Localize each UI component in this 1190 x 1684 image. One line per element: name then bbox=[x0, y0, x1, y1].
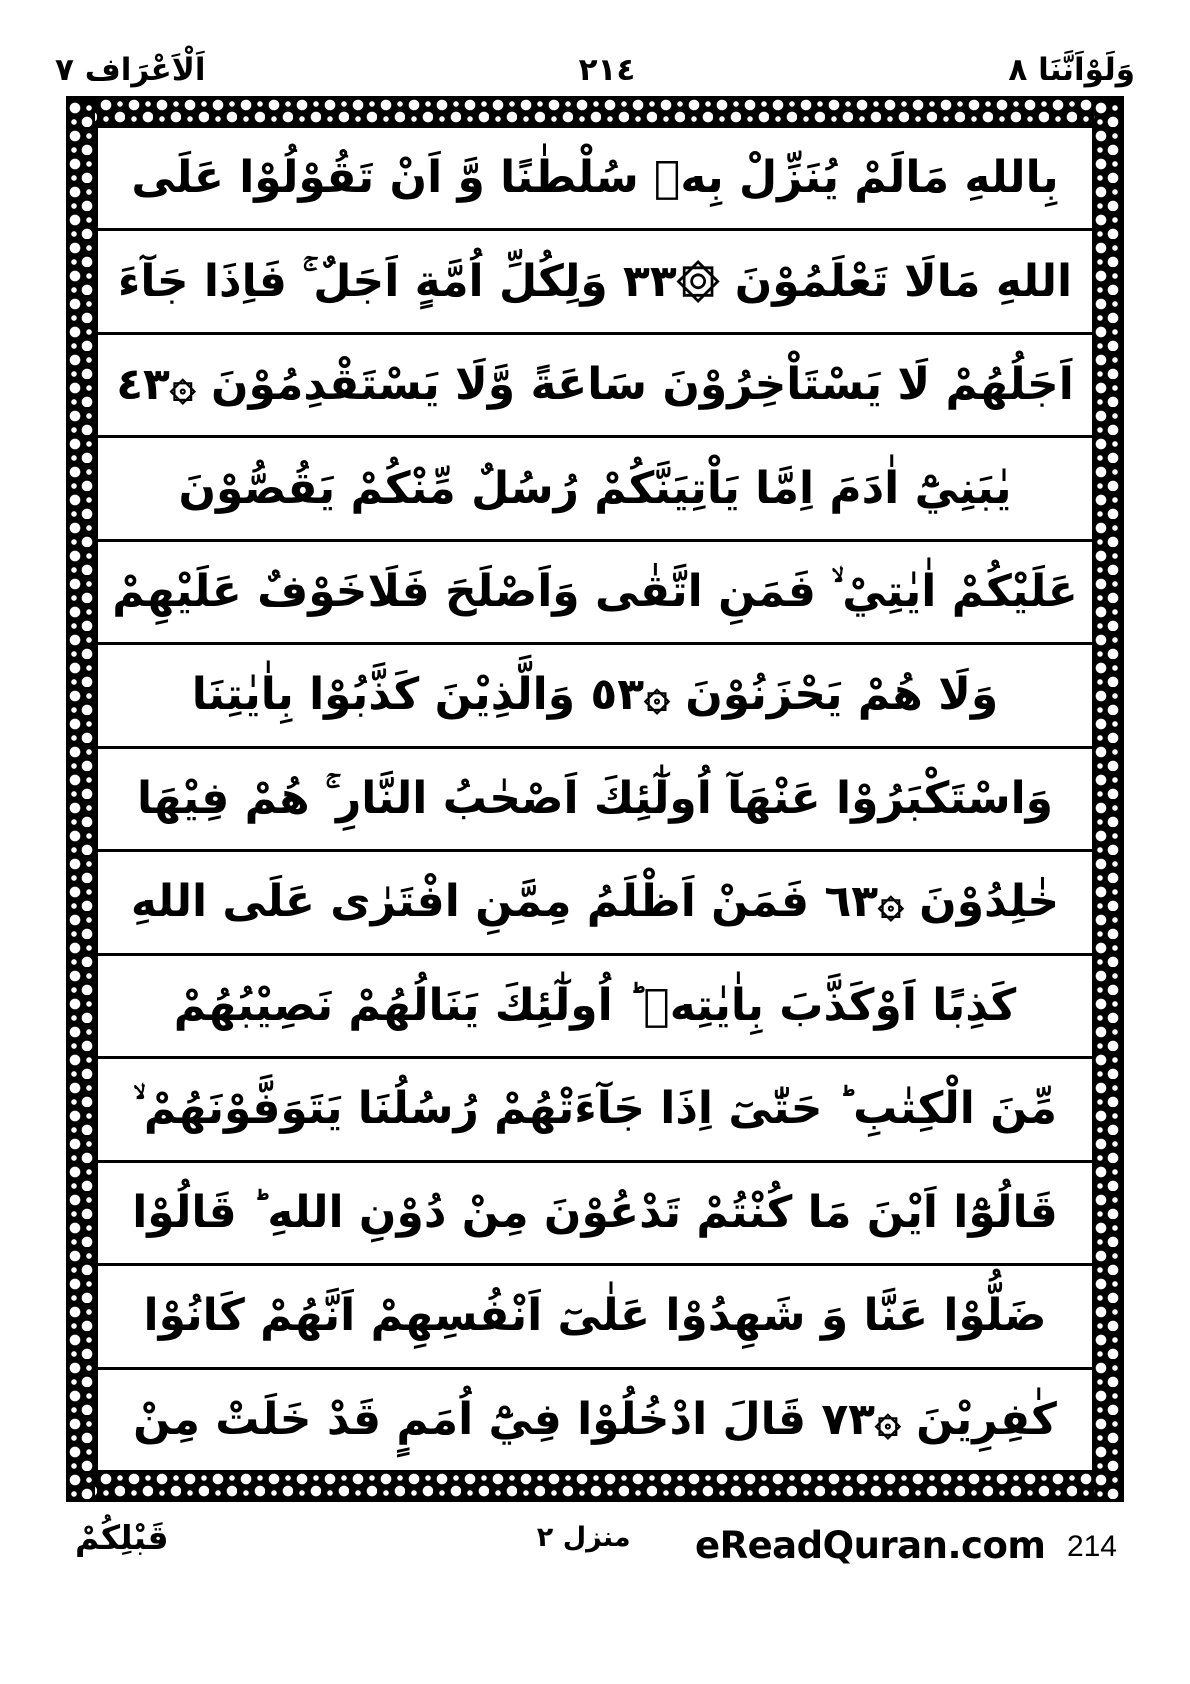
ayah-line-text: يٰبَنِيْٓ اٰدَمَ اِمَّا يَاْتِيَنَّكُمْ رُسُلٌ مِّنْكُمْ يَقُصُّوْنَ bbox=[178, 462, 1012, 514]
footer-catchword: قَبْلِكُمْ bbox=[75, 1518, 169, 1557]
quran-text-block bbox=[95, 125, 1095, 1473]
ayah-line bbox=[98, 128, 1092, 231]
header-juz-name: وَلَوْاَنَّنَا ٨ bbox=[1008, 52, 1135, 88]
ayah-line-text: مِّنَ الْكِتٰبِ ؕ حَتّٰىٓ اِذَا جَآءَتْهُمْ رُسُلُنَا يَتَوَفَّوْنَهُمْ ۙ bbox=[132, 1083, 1058, 1135]
ayah-line bbox=[98, 1370, 1092, 1470]
ornamental-frame bbox=[66, 96, 1124, 1502]
ayah-line bbox=[98, 438, 1092, 541]
footer-manzil-label: منزل ٢ bbox=[536, 1522, 631, 1553]
border-ornament-top bbox=[69, 99, 1121, 125]
ayah-line-text: اللهِ مَالَا تَعْلَمُوْنَ ۞٣٣ وَلِكُلِّ اُمَّةٍ اَجَلٌ ۚ فَاِذَا جَآءَ bbox=[117, 255, 1073, 307]
ayah-line bbox=[98, 1266, 1092, 1369]
ayah-line-text: كٰفِرِيْنَ ۞٣٧ قَالَ ادْخُلُوْا فِيْٓ اُمَمٍ قَدْ خَلَتْ مِنْ bbox=[133, 1393, 1057, 1445]
border-ornament-left bbox=[69, 99, 95, 1499]
ayah-line-text: وَلَا هُمْ يَحْزَنُوْنَ ۞٣٥ وَالَّذِيْنَ كَذَّبُوْا بِاٰيٰتِنَا bbox=[191, 669, 999, 721]
ayah-line-text: عَلَيْكُمْ اٰيٰتِيْ ۙ فَمَنِ اتَّقٰى وَاَصْلَحَ فَلَاخَوْفٌ عَلَيْهِمْ bbox=[112, 566, 1078, 618]
page-footer bbox=[55, 1512, 1135, 1592]
ayah-line-text: وَاسْتَكْبَرُوْا عَنْهَآ اُولٰٓئِكَ اَصْحٰبُ النَّارِ ۚ هُمْ فِيْهَا bbox=[136, 772, 1054, 824]
ayah-line bbox=[98, 852, 1092, 955]
border-ornament-bottom bbox=[69, 1473, 1121, 1499]
ayah-line-text: قَالُوْٓا اَيْنَ مَا كُنْتُمْ تَدْعُوْنَ مِنْ دُوْنِ اللهِ ؕ قَالُوْا bbox=[132, 1186, 1058, 1238]
ayah-line bbox=[98, 542, 1092, 645]
footer-page-number: 214 bbox=[1066, 1530, 1117, 1563]
page-header bbox=[55, 34, 1135, 86]
header-page-number-arabic: ٢١٤ bbox=[578, 52, 636, 88]
ayah-line-text: ضَلُّوْا عَنَّا وَ شَهِدُوْا عَلٰىٓ اَنْفُسِهِمْ اَنَّهُمْ كَانُوْا bbox=[143, 1290, 1047, 1342]
ayah-line bbox=[98, 1059, 1092, 1162]
ayah-line bbox=[98, 231, 1092, 334]
ayah-line bbox=[98, 956, 1092, 1059]
ayah-line bbox=[98, 1163, 1092, 1266]
ayah-line bbox=[98, 335, 1092, 438]
border-ornament-right bbox=[1095, 99, 1121, 1499]
ayah-line-text: بِاللهِ مَالَمْ يُنَزِّلْ بِهٖ سُلْطٰنًا وَّ اَنْ تَقُوْلُوْا عَلَى bbox=[131, 152, 1059, 204]
ayah-line-text: اَجَلُهُمْ لَا يَسْتَاْخِرُوْنَ سَاعَةً وَّلَا يَسْتَقْدِمُوْنَ ۞٣٤ bbox=[116, 359, 1074, 411]
header-surah-name: اَلْاَعْرَاف ٧ bbox=[55, 52, 206, 88]
ayah-line bbox=[98, 645, 1092, 748]
footer-site-name: eReadQuran.com bbox=[695, 1524, 1046, 1567]
ayah-line bbox=[98, 749, 1092, 852]
ayah-line-text: خٰلِدُوْنَ ۞٣٦ فَمَنْ اَظْلَمُ مِمَّنِ افْتَرٰى عَلَى اللهِ bbox=[130, 876, 1060, 928]
ayah-line-text: كَذِبًا اَوْكَذَّبَ بِاٰيٰتِهٖ ؕ اُولٰٓئِكَ يَنَالُهُمْ نَصِيْبُهُمْ bbox=[173, 979, 1017, 1031]
